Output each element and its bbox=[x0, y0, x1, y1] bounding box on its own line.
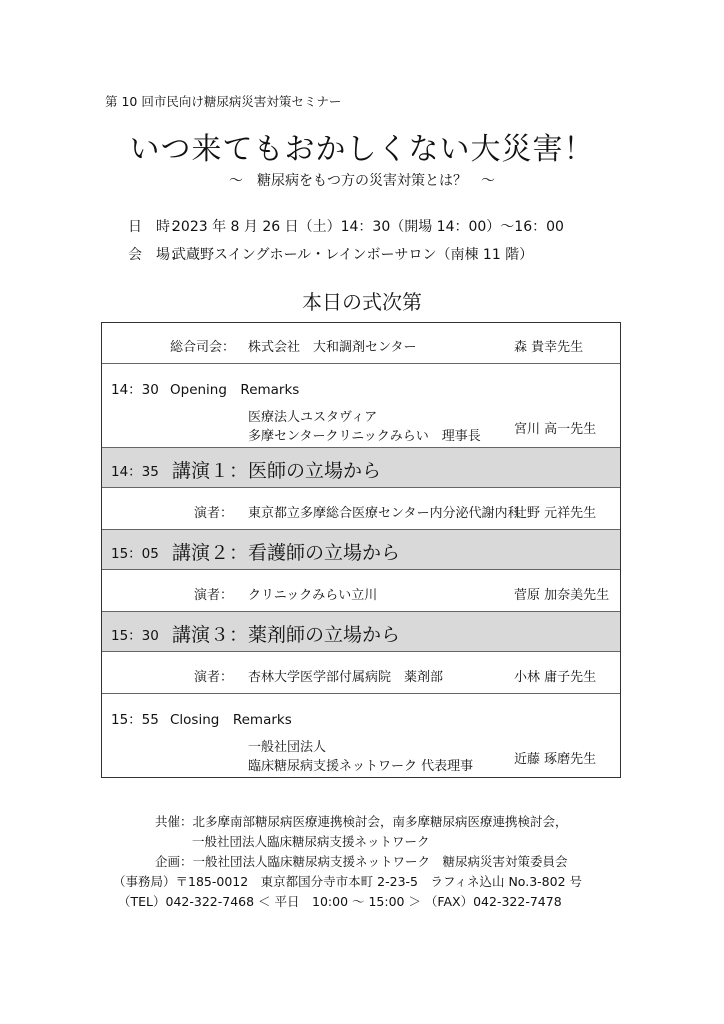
lecture-3-role: 演者： bbox=[194, 670, 234, 685]
lecture-1-speaker bbox=[102, 487, 620, 530]
page-title: いつ来てもおかしくない大災害！ bbox=[129, 132, 595, 167]
lecture-1-title: 講演１：医師の立場から bbox=[172, 460, 382, 482]
lecture-2-name: 菅原 加奈美先生 bbox=[514, 588, 610, 603]
date-line bbox=[128, 216, 564, 236]
seminar-series: 第 10 回市民向け糖尿病災害対策セミナー bbox=[105, 94, 342, 109]
closing-affiliation-line1: 一般社団法人 bbox=[248, 740, 327, 755]
office-address: （事務局）〒185-0012 東京都国分寺市本町 2-23-5 ラフィネ込山 No.3-802 号 bbox=[113, 874, 583, 889]
closing-name: 近藤 琢磨先生 bbox=[514, 752, 597, 767]
closing-time: 15：55 bbox=[111, 712, 159, 728]
mc-affiliation: 株式会社 大和調剤センター bbox=[248, 340, 417, 355]
opening-name: 宮川 高一先生 bbox=[514, 422, 597, 437]
lecture-1-role: 演者： bbox=[194, 506, 234, 521]
opening-affiliation bbox=[248, 408, 481, 446]
page-subtitle: ～ 糖尿病をもつ方の災害対策とは？ ～ bbox=[229, 173, 495, 189]
lecture-2-speaker bbox=[102, 569, 620, 612]
lecture-1-affiliation: 東京都立多摩総合医療センター内分泌代謝内科 bbox=[248, 506, 521, 521]
lecture-1-header bbox=[102, 447, 620, 488]
venue-line bbox=[128, 244, 533, 264]
lecture-2-title: 講演２：看護師の立場から bbox=[172, 542, 401, 564]
lecture-3-header bbox=[102, 611, 620, 652]
closing-affiliation bbox=[248, 738, 473, 776]
opening-affiliation-line1: 医療法人ユスタヴィア bbox=[248, 410, 378, 425]
venue-label: 会 場： bbox=[128, 247, 184, 263]
closing-title: Closing Remarks bbox=[170, 712, 292, 728]
lecture-1-time: 14：35 bbox=[111, 464, 159, 480]
lecture-3-affiliation: 杏林大学医学部付属病院 薬剤部 bbox=[248, 670, 444, 685]
date-value: 2023 年 8 月 26 日（土）14：30（開場 14：00）～16：00 bbox=[172, 219, 564, 235]
lecture-2-time: 15：05 bbox=[111, 546, 159, 562]
closing-affiliation-line2: 臨床糖尿病支援ネットワーク 代表理事 bbox=[248, 759, 474, 774]
cohost-line-2: 一般社団法人臨床糖尿病支援ネットワーク bbox=[192, 834, 430, 849]
lecture-3-title: 講演３：薬剤師の立場から bbox=[172, 624, 401, 646]
mc-role: 総合司会： bbox=[170, 340, 236, 355]
venue-value: 武蔵野スイングホール・レインボーサロン（南棟 11 階） bbox=[172, 247, 534, 263]
lecture-2-affiliation: クリニックみらい立川 bbox=[248, 588, 378, 603]
mc-name: 森 貴幸先生 bbox=[514, 340, 584, 355]
lecture-3-name: 小林 庸子先生 bbox=[514, 670, 597, 685]
opening-row bbox=[102, 363, 620, 448]
planning-line: 企画：一般社団法人臨床糖尿病支援ネットワーク 糖尿病災害対策委員会 bbox=[155, 854, 568, 869]
closing-row bbox=[102, 693, 620, 778]
opening-title: Opening Remarks bbox=[170, 382, 300, 398]
contact-line: （TEL）042-322-7468 ＜ 平日 10:00 ～ 15:00 ＞ （FAX）042-322-7478 bbox=[118, 894, 562, 909]
cohost-line-1: 共催：北多摩南部糖尿病医療連携検討会，南多摩糖尿病医療連携検討会， bbox=[155, 814, 568, 829]
opening-affiliation-line2: 多摩センタークリニックみらい 理事長 bbox=[248, 429, 481, 444]
program-heading: 本日の式次第 bbox=[302, 290, 422, 314]
lecture-3-time: 15：30 bbox=[111, 628, 159, 644]
program-table bbox=[101, 322, 621, 778]
lecture-2-role: 演者： bbox=[194, 588, 234, 603]
lecture-2-header bbox=[102, 529, 620, 570]
date-label: 日 時： bbox=[128, 219, 184, 235]
mc-row bbox=[102, 323, 620, 363]
lecture-3-speaker bbox=[102, 651, 620, 694]
lecture-1-name: 辻野 元祥先生 bbox=[514, 506, 597, 521]
opening-time: 14：30 bbox=[111, 382, 159, 398]
